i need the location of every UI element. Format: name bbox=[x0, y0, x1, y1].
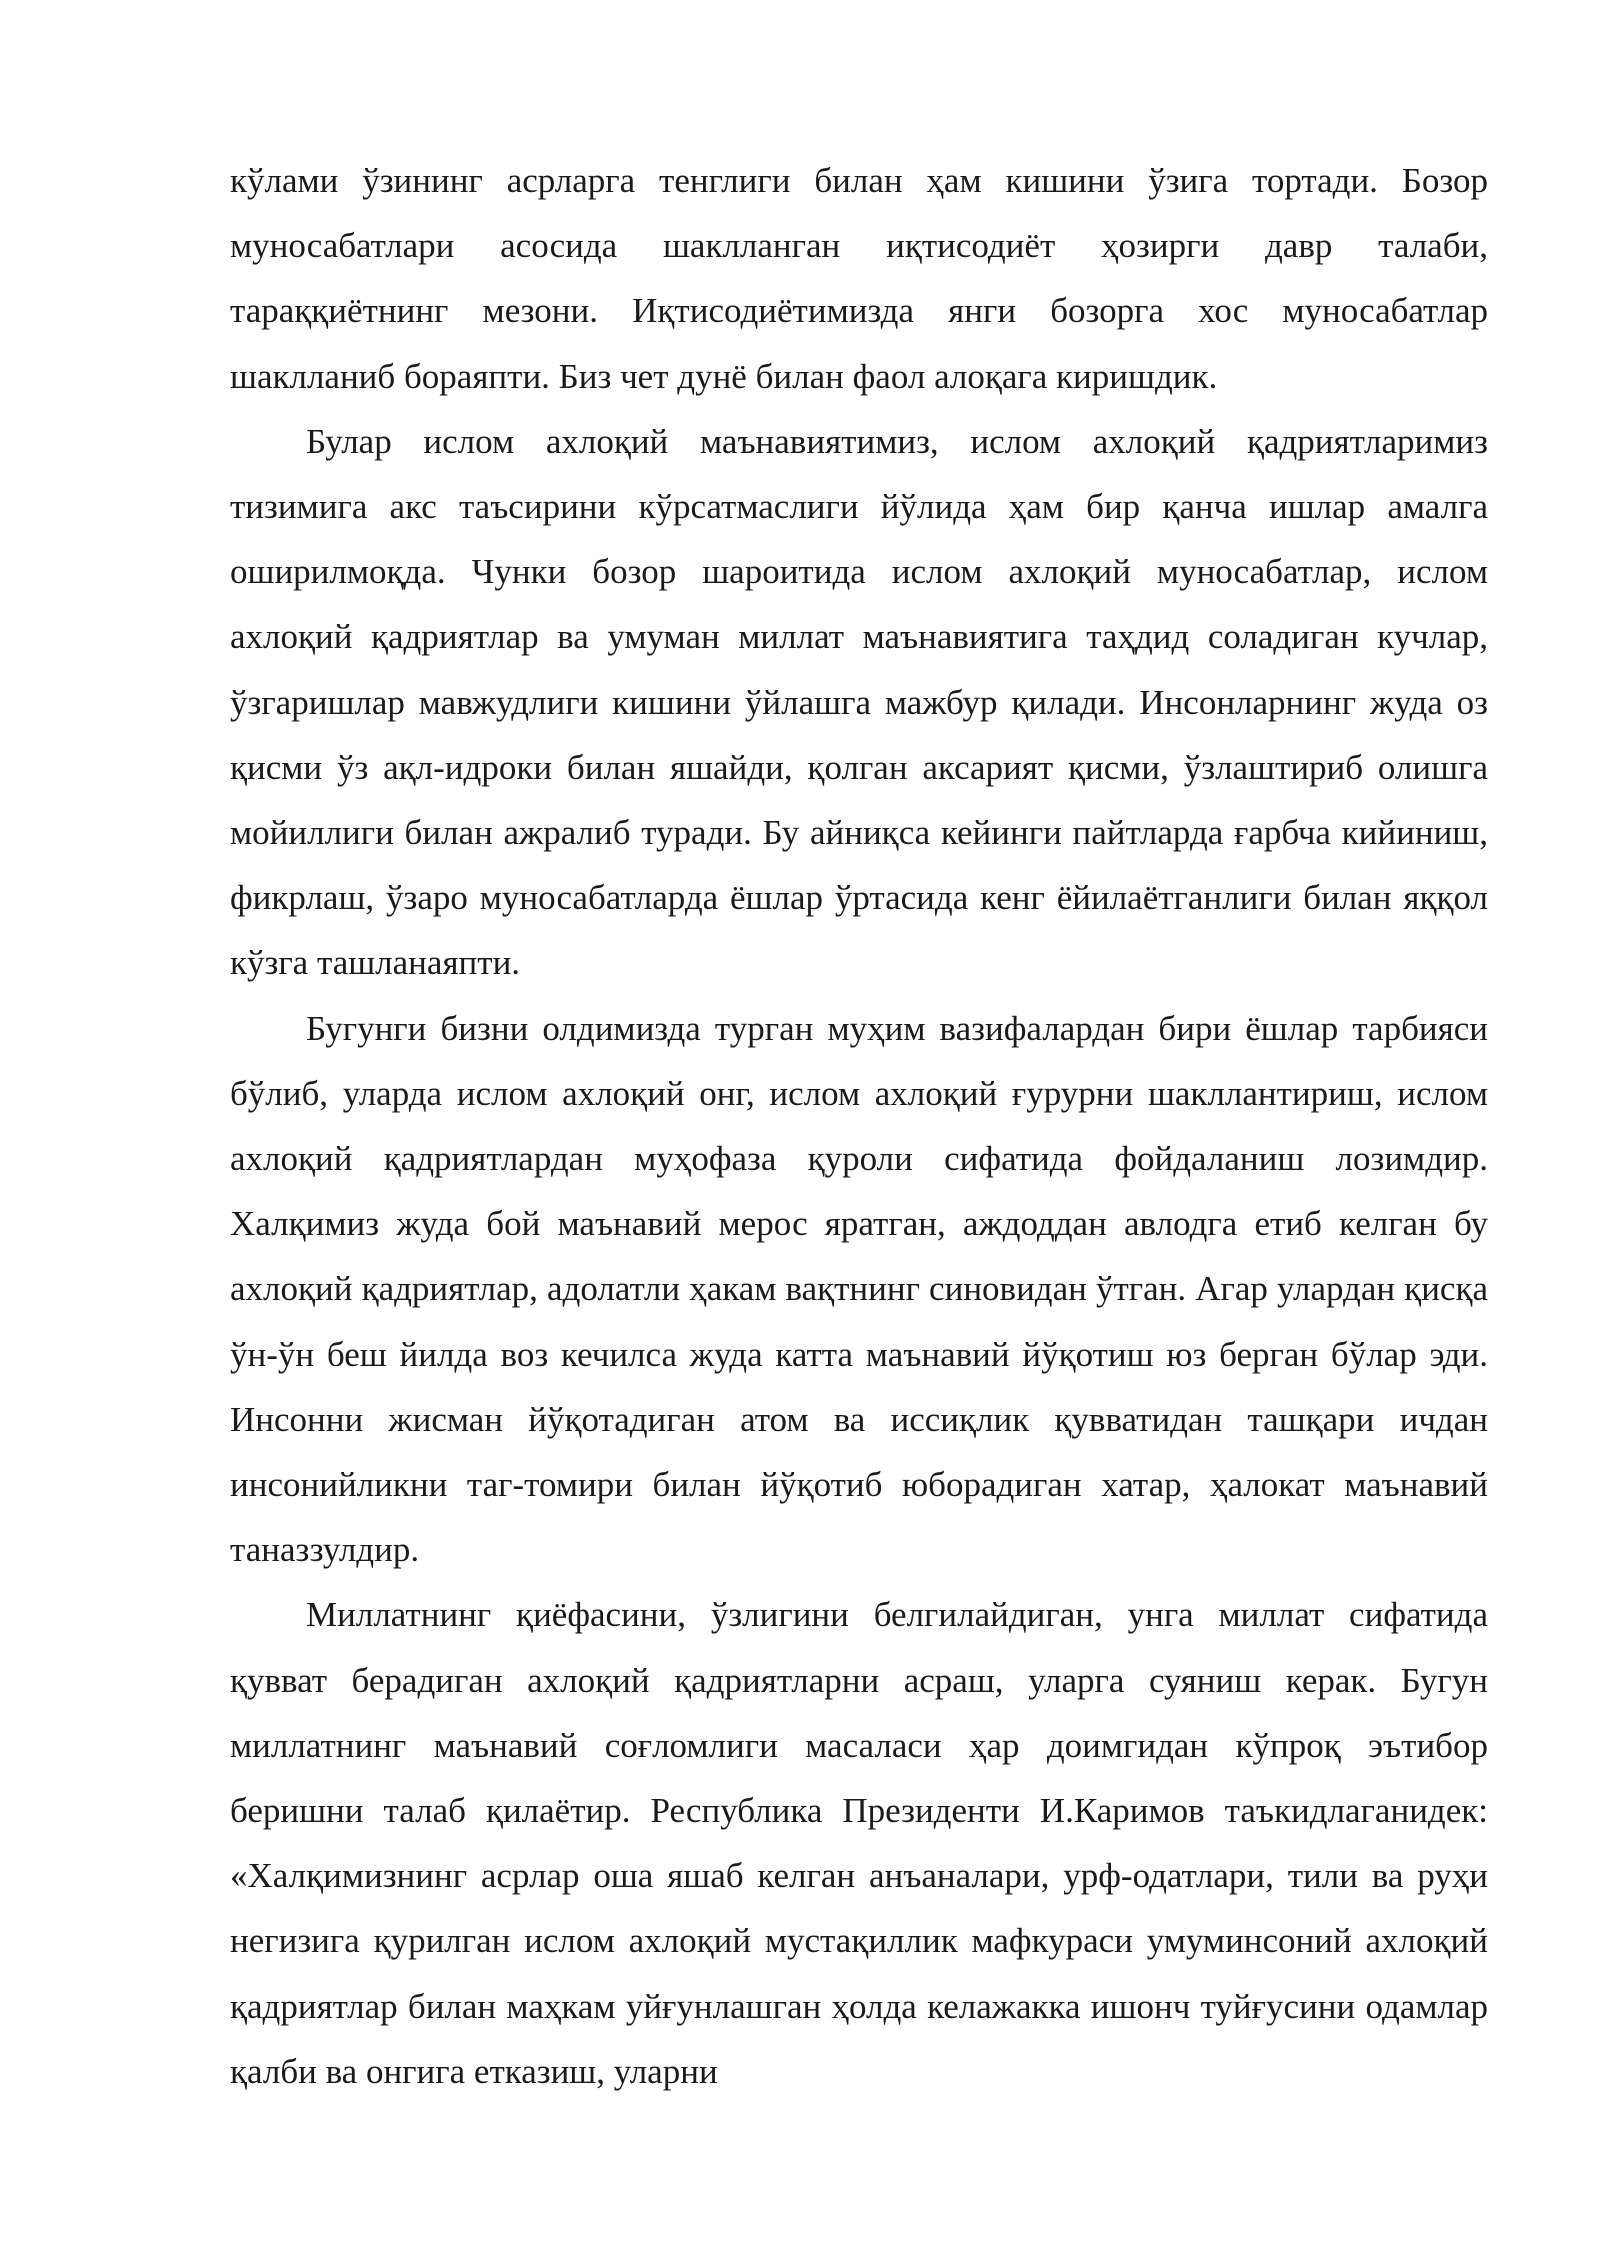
paragraph: Бугунги бизни олдимизда турган муҳим вазифалардан бири ёшлар тарбияси бўлиб, уларда ислом ахлоқий онг, ислом ахлоқий ғурурни шакллантириш, ислом ахлоқий қадриятлардан муҳофаза қуроли сифатида фойдаланиш лозимдир. Халқимиз жуда бой маънавий мерос яратган, аждоддан авлодга етиб келган бу ахлоқий қадриятлар, адолатли ҳакам вақтнинг синовидан ўтган. Агар улардан қисқа ўн-ўн беш йилда воз кечилса жуда катта маънавий йўқотиш юз берган бўлар эди. Инсонни жисман йўқотадиган атом ва иссиқлик қувватидан ташқари ичдан инсонийликни таг-томири билан йўқотиб юборадиган хатар, ҳалокат маънавий таназзулдир. bbox=[230, 1008, 1488, 1570]
paragraph: Миллатнинг қиёфасини, ўзлигини белгилайдиган, унга миллат сифатида қувват берадиган ахлоқий қадриятларни асраш, уларга суяниш керак. Бугун миллатнинг маънавий соғломлиги масаласи ҳар доимгидан кўпроқ эътибор беришни талаб қилаётир. Республика Президенти И.Каримов таъкидлаганидек: «Халқимизнинг асрлар оша яшаб келган анъаналари, урф-одатлари, тили ва руҳи негизига қурилган ислом ахлоқий мустақиллик мафкураси умуминсоний ахлоқий қадриятлар билан маҳкам уйғунлашган ҳолда келажакка ишонч туйғусини одамлар қалби ва онгига етказиш, уларни bbox=[230, 1595, 1488, 2091]
paragraph: кўлами ўзининг асрларга тенглиги билан ҳам кишини ўзига тортади. Бозор муносабатлари асосида шаклланган иқтисодиёт ҳозирги давр талаби, тараққиётнинг мезони. Иқтисодиётимизда янги бозорга хос муносабатлар шаклланиб бораяпти. Биз чет дунё билан фаол алоқага киришдик. bbox=[230, 161, 1488, 396]
paragraph: Булар ислом ахлоқий маънавиятимиз, ислом ахлоқий қадриятларимиз тизимига акс таъсирини кўрсатмаслиги йўлида ҳам бир қанча ишлар амалга оширилмоқда. Чунки бозор шароитида ислом ахлоқий муносабатлар, ислом ахлоқий қадриятлар ва умуман миллат маънавиятига таҳдид соладиган кучлар, ўзгаришлар мавжудлиги кишини ўйлашга мажбур қилади. Инсонларнинг жуда оз қисми ўз ақл-идроки билан яшайди, қолган аксарият қисми, ўзлаштириб олишга мойиллиги билан ажралиб туради. Бу айниқса кейинги пайтларда ғарбча кийиниш, фикрлаш, ўзаро муносабатларда ёшлар ўртасида кенг ёйилаётганлиги билан яққол кўзга ташланаяпти. bbox=[230, 421, 1488, 983]
body-text bbox=[230, 148, 1488, 2104]
